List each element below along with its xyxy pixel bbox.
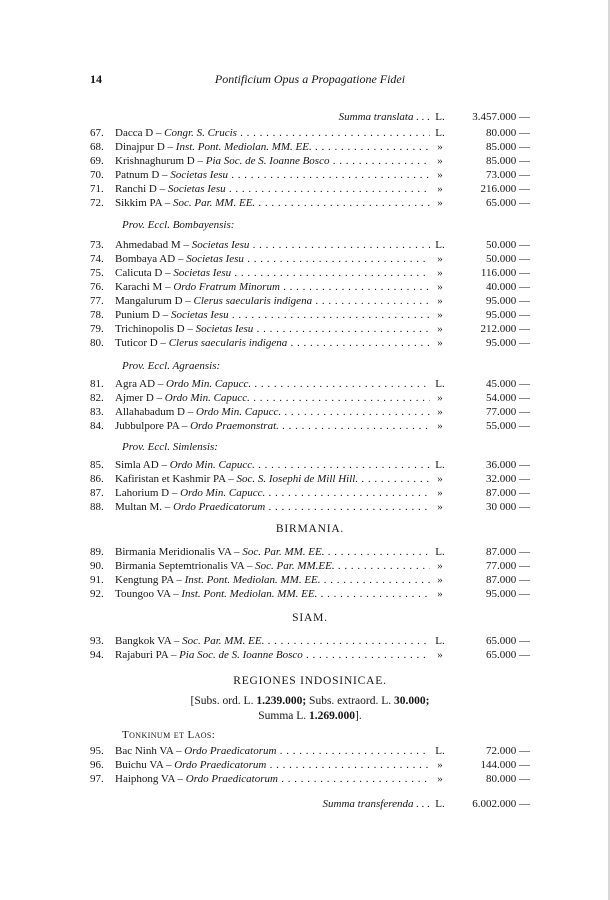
amount: 65.000 —: [460, 196, 530, 210]
row-number: 82.: [90, 392, 104, 404]
row-number: 84.: [90, 420, 104, 432]
row-name: [115, 294, 430, 308]
row-number: 90.: [90, 560, 104, 572]
diocese: Lahorium D –: [115, 487, 178, 499]
diocese: Kengtung PA –: [115, 574, 182, 586]
currency: »: [430, 772, 450, 786]
order: Societas Iesu: [186, 253, 244, 265]
amount: 87.000 —: [460, 545, 530, 559]
currency: »: [430, 648, 450, 662]
row-name: [115, 391, 430, 405]
amount: 45.000 —: [460, 377, 530, 391]
table-row: [90, 336, 530, 350]
amount: 40.000 —: [460, 280, 530, 294]
currency: L.: [430, 238, 450, 252]
currency: »: [430, 419, 450, 433]
amount: 216.000 —: [460, 182, 530, 196]
currency: »: [430, 758, 450, 772]
row-number: 88.: [90, 501, 104, 513]
currency: L.: [430, 126, 450, 140]
table-row: [90, 252, 530, 266]
currency: L.: [430, 545, 450, 559]
currency: »: [430, 308, 450, 322]
order: Ordo Praedicatorum: [184, 745, 277, 757]
diocese: Birmania Septemtrionalis VA –: [115, 560, 253, 572]
table-row: [90, 472, 530, 486]
table-row: [90, 634, 530, 648]
summa-translata-label: Summa translata . . .: [339, 110, 430, 124]
amount: 65.000 —: [460, 648, 530, 662]
row-number: 95.: [90, 745, 104, 757]
row-number: 70.: [90, 169, 104, 181]
row-number: 72.: [90, 197, 104, 209]
currency: L.: [430, 744, 450, 758]
amount: 80.000 —: [460, 126, 530, 140]
row-number: 83.: [90, 406, 104, 418]
currency: »: [430, 336, 450, 350]
table-row: [90, 308, 530, 322]
row-name: [115, 140, 430, 154]
row-name: [115, 458, 430, 472]
table-row: [90, 758, 530, 772]
amount: 80.000 —: [460, 772, 530, 786]
running-title: Pontificium Opus a Propagatione Fidei: [214, 72, 406, 86]
diocese: Bangkok VA –: [115, 635, 180, 647]
row-number: 85.: [90, 459, 104, 471]
amount: 95.000 —: [460, 294, 530, 308]
row-name: [115, 377, 430, 391]
table-row: [90, 545, 530, 559]
row-number: 74.: [90, 253, 104, 265]
row-name: [115, 168, 430, 182]
row-number: 68.: [90, 141, 104, 153]
currency: »: [430, 322, 450, 336]
table-row: [90, 419, 530, 433]
table-row: [90, 486, 530, 500]
row-number: 75.: [90, 267, 104, 279]
order: Ordo Min. Capucc.: [195, 406, 282, 418]
diocese: Agra AD –: [115, 378, 164, 390]
row-name: [115, 280, 430, 294]
order: Ordo Praedicatorum: [173, 501, 266, 513]
row-name: [115, 472, 430, 486]
order: Ordo Min. Capucc.: [164, 392, 250, 404]
order: Soc. Par. MM. EE.: [172, 197, 256, 209]
row-number: 93.: [90, 635, 104, 647]
currency: L.: [430, 797, 450, 811]
table-row: [90, 182, 530, 196]
row-number: 69.: [90, 155, 104, 167]
row-number: 81.: [90, 378, 104, 390]
row-name: [115, 266, 430, 280]
diocese: Rajaburi PA –: [115, 649, 177, 661]
province-heading: Prov. Eccl. Bombayensis:: [122, 219, 235, 231]
row-name: [115, 419, 430, 433]
row-name: [115, 648, 430, 662]
diocese: Calicuta D –: [115, 267, 171, 279]
currency: »: [430, 573, 450, 587]
amount: 77.000 —: [460, 405, 530, 419]
region-heading: SIAM.: [292, 612, 328, 624]
amount: 54.000 —: [460, 391, 530, 405]
table-row: [90, 168, 530, 182]
summa-transferenda-label: Summa transferenda . . .: [323, 797, 430, 811]
diocese: Krishnaghurum D –: [115, 155, 203, 167]
order: Clerus saecularis indigena: [193, 295, 313, 307]
region-heading: BIRMANIA.: [275, 523, 345, 535]
order: Ordo Praedicatorum: [174, 759, 267, 771]
amount: 144.000 —: [460, 758, 530, 772]
order: Societas Iesu: [170, 169, 229, 181]
order: Soc. Par. MM. EE.: [182, 635, 265, 647]
row-number: 91.: [90, 574, 104, 586]
order: Inst. Pont. Mediolan. MM. EE.: [175, 141, 312, 153]
table-row: [90, 559, 530, 573]
amount: 50.000 —: [460, 238, 530, 252]
diocese: Bombaya AD –: [115, 253, 184, 265]
order: Societas Iesu: [173, 267, 232, 279]
diocese: Ranchi D –: [115, 183, 166, 195]
row-number: 77.: [90, 295, 104, 307]
amount: 95.000 —: [460, 308, 530, 322]
row-name: [115, 559, 430, 573]
diocese: Bac Ninh VA –: [115, 745, 182, 757]
province-heading: Prov. Eccl. Simlensis:: [122, 441, 218, 453]
order: Soc. S. Iosephi de Mill Hill.: [236, 473, 359, 485]
row-name: [115, 758, 430, 772]
currency: »: [430, 587, 450, 601]
order: Congr. S. Crucis: [164, 127, 237, 139]
diocese: Punium D –: [115, 309, 169, 321]
table-row: [90, 587, 530, 601]
amount: 30 000 —: [460, 500, 530, 514]
table-row: [90, 322, 530, 336]
amount: 85.000 —: [460, 154, 530, 168]
row-name: [115, 182, 430, 196]
currency: »: [430, 294, 450, 308]
table-row: [90, 391, 530, 405]
row-name: [115, 238, 430, 252]
currency: »: [430, 266, 450, 280]
table-row: [90, 238, 530, 252]
diocese: Dinajpur D –: [115, 141, 174, 153]
row-number: 92.: [90, 588, 104, 600]
row-name: [115, 126, 430, 140]
order: Ordo Praemonstrat.: [190, 420, 279, 432]
amount: 55.000 —: [460, 419, 530, 433]
currency: »: [430, 486, 450, 500]
order: Inst. Pont. Mediolan. MM. EE.: [184, 574, 321, 586]
row-name: [115, 545, 430, 559]
diocese: Allahabadum D –: [115, 406, 194, 418]
amount: 32.000 —: [460, 472, 530, 486]
row-name: [115, 500, 430, 514]
row-number: 94.: [90, 649, 104, 661]
order: Societas Iesu: [170, 309, 229, 321]
summa-translata-row: [90, 110, 530, 124]
amount: 6.002.000 —: [460, 797, 530, 811]
amount: 85.000 —: [460, 140, 530, 154]
subsidies-ordinary-amount: 1.239.000;: [256, 695, 307, 707]
row-name: [115, 573, 430, 587]
page-number: 14: [90, 72, 102, 86]
page-header: [90, 72, 530, 88]
order: Societas Iesu: [167, 183, 226, 195]
currency: L.: [430, 377, 450, 391]
order: Societas Iesu: [191, 239, 250, 251]
order: Ordo Min. Capucc.: [166, 378, 252, 390]
currency: »: [430, 391, 450, 405]
diocese: Tuticor D –: [115, 337, 166, 349]
currency: »: [430, 500, 450, 514]
subsidies-total-amount: 1.269.000: [309, 710, 356, 722]
order: Ordo Min. Capucc.: [180, 487, 266, 499]
subsidies-line-1: [90, 694, 530, 708]
amount: 212.000 —: [460, 322, 530, 336]
amount: 87.000 —: [460, 486, 530, 500]
diocese: Ahmedabad M –: [115, 239, 189, 251]
table-row: [90, 126, 530, 140]
currency: »: [430, 252, 450, 266]
row-number: 97.: [90, 773, 104, 785]
currency: »: [430, 196, 450, 210]
order: Clerus saecularis indigena: [168, 337, 288, 349]
amount: 77.000 —: [460, 559, 530, 573]
row-name: [115, 308, 430, 322]
diocese: Haiphong VA –: [115, 773, 184, 785]
currency: »: [430, 559, 450, 573]
currency: »: [430, 472, 450, 486]
row-number: 76.: [90, 281, 104, 293]
table-row: [90, 196, 530, 210]
diocese: Kafiristan et Kashmir PA –: [115, 473, 234, 485]
amount: 116.000 —: [460, 266, 530, 280]
table-row: [90, 266, 530, 280]
subsidies-extraordinary-amount: 30.000;: [394, 695, 430, 707]
row-name: [115, 587, 430, 601]
order: Ordo Fratrum Minorum: [173, 281, 280, 293]
diocese: Buichu VA –: [115, 759, 172, 771]
subsidies-text: Subs. extraord. L.: [306, 695, 395, 707]
row-number: 80.: [90, 337, 104, 349]
amount: 87.000 —: [460, 573, 530, 587]
currency: »: [430, 154, 450, 168]
row-name: [115, 772, 430, 786]
currency: »: [430, 280, 450, 294]
row-number: 79.: [90, 323, 104, 335]
row-name: [115, 196, 430, 210]
table-row: [90, 744, 530, 758]
summa-transferenda-row: [90, 797, 530, 811]
amount: 50.000 —: [460, 252, 530, 266]
amount: 72.000 —: [460, 744, 530, 758]
amount: 65.000 —: [460, 634, 530, 648]
table-row: [90, 648, 530, 662]
currency: »: [430, 140, 450, 154]
diocese: Simla AD –: [115, 459, 167, 471]
subsidies-text: ].: [355, 710, 362, 722]
amount: 95.000 —: [460, 587, 530, 601]
diocese: Toungoo VA –: [115, 588, 179, 600]
currency: »: [430, 405, 450, 419]
order: Inst. Pont. Mediolan. MM. EE.: [181, 588, 318, 600]
order: Ordo Praedicatorum: [185, 773, 278, 785]
order: Pia Soc. de S. Ioanne Bosco: [205, 155, 330, 167]
table-row: [90, 405, 530, 419]
row-number: 73.: [90, 239, 104, 251]
row-name: [115, 252, 430, 266]
order: Soc. Par. MM. EE.: [242, 546, 325, 558]
amount: 36.000 —: [460, 458, 530, 472]
order: Ordo Min. Capucc.: [169, 459, 255, 471]
table-row: [90, 294, 530, 308]
region-heading: REGIONES INDOSINICAE.: [233, 675, 387, 687]
row-number: 89.: [90, 546, 104, 558]
amount: 3.457.000 —: [460, 110, 530, 124]
row-number: 86.: [90, 473, 104, 485]
row-number: 67.: [90, 127, 104, 139]
diocese: Birmania Meridionalis VA –: [115, 546, 240, 558]
table-row: [90, 140, 530, 154]
table-row: [90, 154, 530, 168]
table-row: [90, 458, 530, 472]
diocese: Multan M. –: [115, 501, 171, 513]
row-name: [115, 486, 430, 500]
table-row: [90, 280, 530, 294]
diocese: Sikkim PA –: [115, 197, 171, 209]
diocese: Patnum D –: [115, 169, 168, 181]
order: Pia Soc. de S. Ioanne Bosco: [179, 649, 303, 661]
table-row: [90, 500, 530, 514]
subsidies-text: Summa L.: [258, 710, 310, 722]
row-name: [115, 154, 430, 168]
table-row: [90, 377, 530, 391]
diocese: Jubbulpore PA –: [115, 420, 188, 432]
order: Societas Iesu: [195, 323, 254, 335]
diocese: Dacca D –: [115, 127, 162, 139]
subsidies-line-2: [90, 709, 530, 723]
row-name: [115, 336, 430, 350]
table-row: [90, 573, 530, 587]
currency: L.: [430, 634, 450, 648]
amount: 73.000 —: [460, 168, 530, 182]
row-number: 71.: [90, 183, 104, 195]
subsidies-text: [Subs. ord. L.: [190, 695, 257, 707]
table-row: [90, 772, 530, 786]
row-number: 87.: [90, 487, 104, 499]
diocese: Karachi M –: [115, 281, 171, 293]
amount: 95.000 —: [460, 336, 530, 350]
row-number: 78.: [90, 309, 104, 321]
order: Soc. Par. MM.EE.: [255, 560, 335, 572]
currency: L.: [430, 110, 450, 124]
diocese: Trichinopolis D –: [115, 323, 193, 335]
currency: L.: [430, 458, 450, 472]
diocese: Mangalurum D –: [115, 295, 191, 307]
row-number: 96.: [90, 759, 104, 771]
province-heading: Prov. Eccl. Agraensis:: [122, 360, 221, 372]
row-name: [115, 322, 430, 336]
row-name: [115, 634, 430, 648]
currency: »: [430, 182, 450, 196]
subregion-heading: Tonkinum et Laos:: [122, 729, 216, 741]
diocese: Ajmer D –: [115, 392, 163, 404]
row-name: [115, 744, 430, 758]
currency: »: [430, 168, 450, 182]
row-name: [115, 405, 430, 419]
